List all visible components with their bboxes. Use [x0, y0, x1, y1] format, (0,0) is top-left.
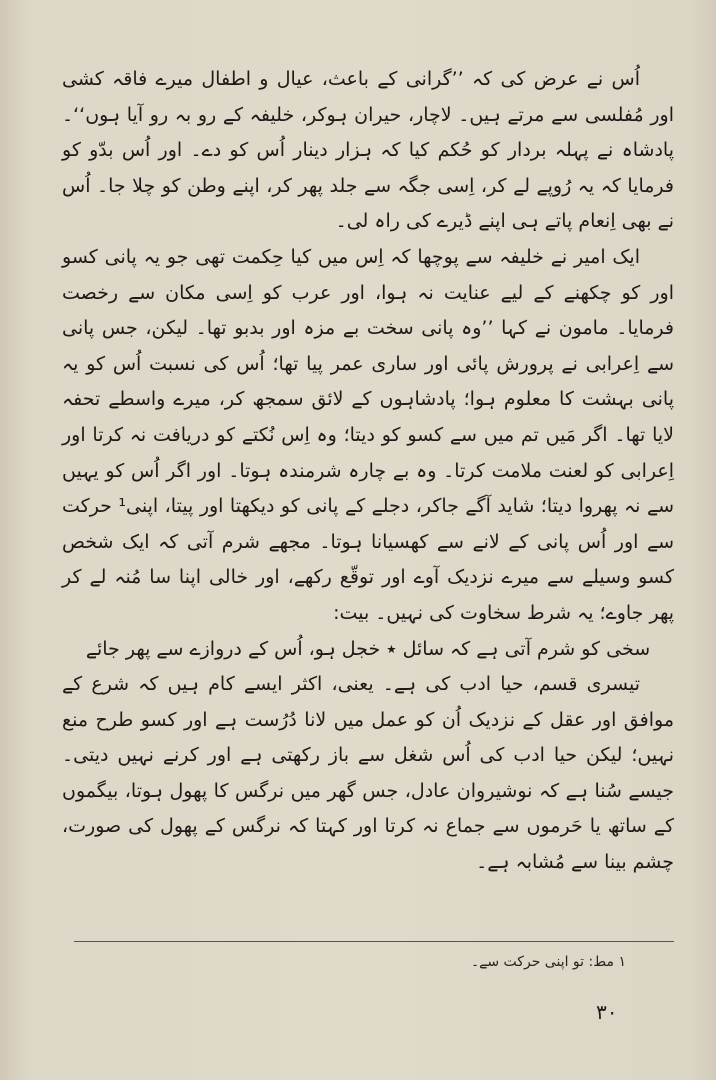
paragraph-2: ایک امیر نے خلیفہ سے پوچھا کہ اِس میں کیا حِکمت تھی جو یہ پانی کسو اور کو چکھنے کے لیے عنایت نہ ہوا، اور عرب کو اِسی مکان سے رخصت فرمایا۔ مامون نے کہا ’’وہ پانی سخت بے مزہ اور بدبو تھا۔ لیکن، جس پانی سے اِعرابی نے پرورش پائی اور ساری عمر پیا تھا؛ اُس کی نسبت اُس کو یہ پانی بہشت کا معلوم ہوا؛ پادشاہوں کے لائق سمجھ کر، میرے واسطے تحفہ لایا تھا۔ اگر مَیں تم میں سے کسو کو دیتا؛ وہ اِس نُکتے کو دریافت نہ کرتا اور اِعرابی کو لعنت ملامت کرتا۔ وہ بے چارہ شرمندہ ہوتا۔ اور اگر اُس کو یہیں سے نہ پھروا دیتا؛ شاید آگے جاکر، دجلے کے پانی کو دیکھتا اور پیتا، اپنی¹ حرکت سے اور اُس پانی کے لانے سے کھسیانا ہوتا۔ مجھے شرم آتی کہ ایک شخص کسو وسیلے سے میرے نزدیک آوے اور توقّع رکھے، اور خالی اپنا سا مُنہ لے کر پھر جاوے؛ یہ شرط سخاوت کی نہیں۔ بیت:: [62, 245, 674, 624]
footnote: ١ مط: تو اپنی حرکت سے۔: [470, 954, 626, 970]
verse-line: سخی کو شرم آتی ہے کہ سائل ٭ خجل ہو، اُس کے دروازے سے پھر جائے: [85, 637, 651, 660]
paragraph-3: تیسری قسم، حیا ادب کی ہے۔ یعنی، اکثر ایسے کام ہیں کہ شرع کے موافق اور عقل کے نزدیک اُن کو عمل میں لانا دُرُست ہے اور کسو طرح منع نہیں؛ لیکن حیا ادب کی اُس شغل سے باز رکھتی ہے اور کرنے نہیں دیتی۔ جیسے سُنا ہے کہ نوشیروان عادل، جس گھر میں نرگس کا پھول ہوتا، بیگموں کے ساتھ یا حَرموں سے جماع نہ کرتا اور کہتا کہ نرگس کے پھول کی صورت، چشم بینا سے مُشابہ ہے۔: [62, 673, 674, 874]
footnote-divider: [74, 941, 674, 942]
page-number: ٣٠: [596, 1000, 618, 1024]
paragraph-1: اُس نے عرض کی کہ ’’گرانی کے باعث، عیال و اطفال میرے فاقہ کشی اور مُفلسی سے مرتے ہیں۔ لاچار، حیران ہوکر، خلیفہ کے رو بہ رو آیا ہوں‘‘۔ پادشاہ نے پہلہ بردار کو حُکم کیا کہ ہزار دینار اُس کو دے۔ اور اُس بدّو کو فرمایا کہ یہ رُوپے لے کر، اِسی جگہ سے جلد پھر کر، اپنے وطن کو چلا جا۔ اُس نے بھی اِنعام پاتے ہی اپنے ڈیرے کی راہ لی۔: [62, 68, 674, 233]
body-text: [62, 62, 674, 881]
